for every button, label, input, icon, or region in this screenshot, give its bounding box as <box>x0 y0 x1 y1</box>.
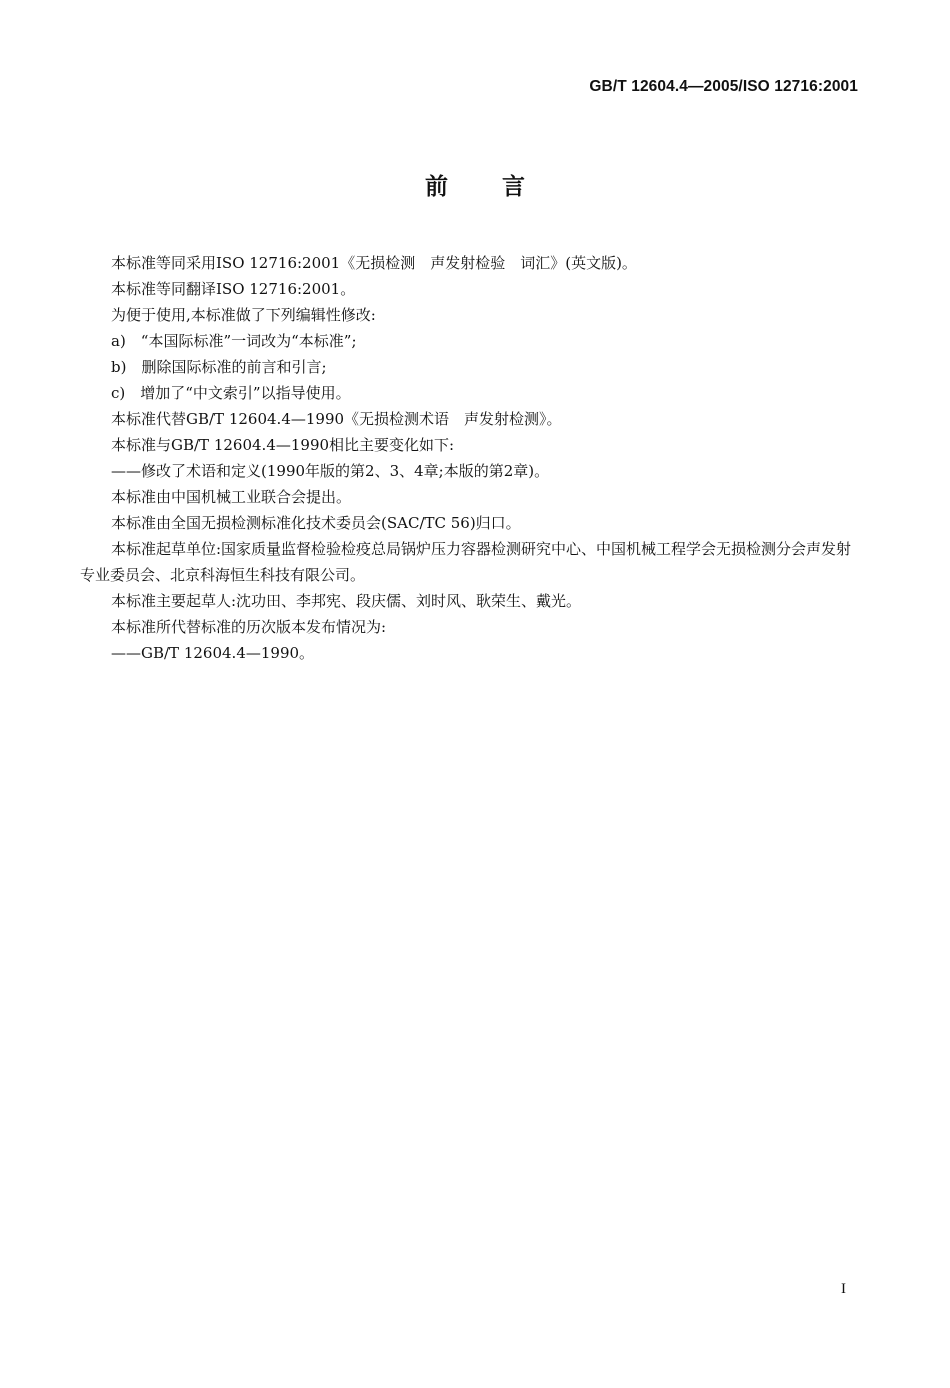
paragraph-drafting-units: 本标准起草单位:国家质量监督检验检疫总局锅炉压力容器检测研究中心、中国机械工程学会无损检测分会声发射专业委员会、北京科海恒生科技有限公司。 <box>80 540 852 584</box>
foreword-body <box>80 250 860 666</box>
page-title <box>0 168 950 201</box>
standard-number-header: GB/T 12604.4—2005/ISO 12716:2001 <box>589 78 858 95</box>
dash-item-history: ——GB/T 12604.4—1990。 <box>111 644 315 662</box>
page-number: I <box>841 1281 846 1297</box>
paragraph-edits-intro: 为便于使用,本标准做了下列编辑性修改: <box>111 306 376 324</box>
paragraph-history-intro: 本标准所代替标准的历次版本发布情况为: <box>111 618 387 636</box>
paragraph-replaces: 本标准代替GB/T 12604.4—1990《无损检测术语 声发射检测》。 <box>111 410 562 428</box>
paragraph-proposed-by: 本标准由中国机械工业联合会提出。 <box>111 488 352 506</box>
title-part-2: 言 <box>502 174 525 200</box>
paragraph-changes-intro: 本标准与GB/T 12604.4—1990相比主要变化如下: <box>111 436 455 454</box>
paragraph-adoption: 本标准等同采用ISO 12716:2001《无损检测 声发射检验 词汇》(英文版)。 <box>111 254 637 272</box>
list-item-b: b) 删除国际标准的前言和引言; <box>111 358 327 376</box>
paragraph-drafters: 本标准主要起草人:沈功田、李邦宪、段庆儒、刘时风、耿荣生、戴光。 <box>111 592 582 610</box>
paragraph-translation: 本标准等同翻译ISO 12716:2001。 <box>111 280 356 298</box>
list-item-c: c) 增加了“中文索引”以指导使用。 <box>111 384 351 402</box>
title-part-1: 前 <box>425 174 448 200</box>
paragraph-centralized-by: 本标准由全国无损检测标准化技术委员会(SAC/TC 56)归口。 <box>111 514 521 532</box>
list-item-a: a) “本国际标准”一词改为“本标准”; <box>111 332 357 350</box>
dash-item-changes: ——修改了术语和定义(1990年版的第2、3、4章;本版的第2章)。 <box>111 462 550 480</box>
